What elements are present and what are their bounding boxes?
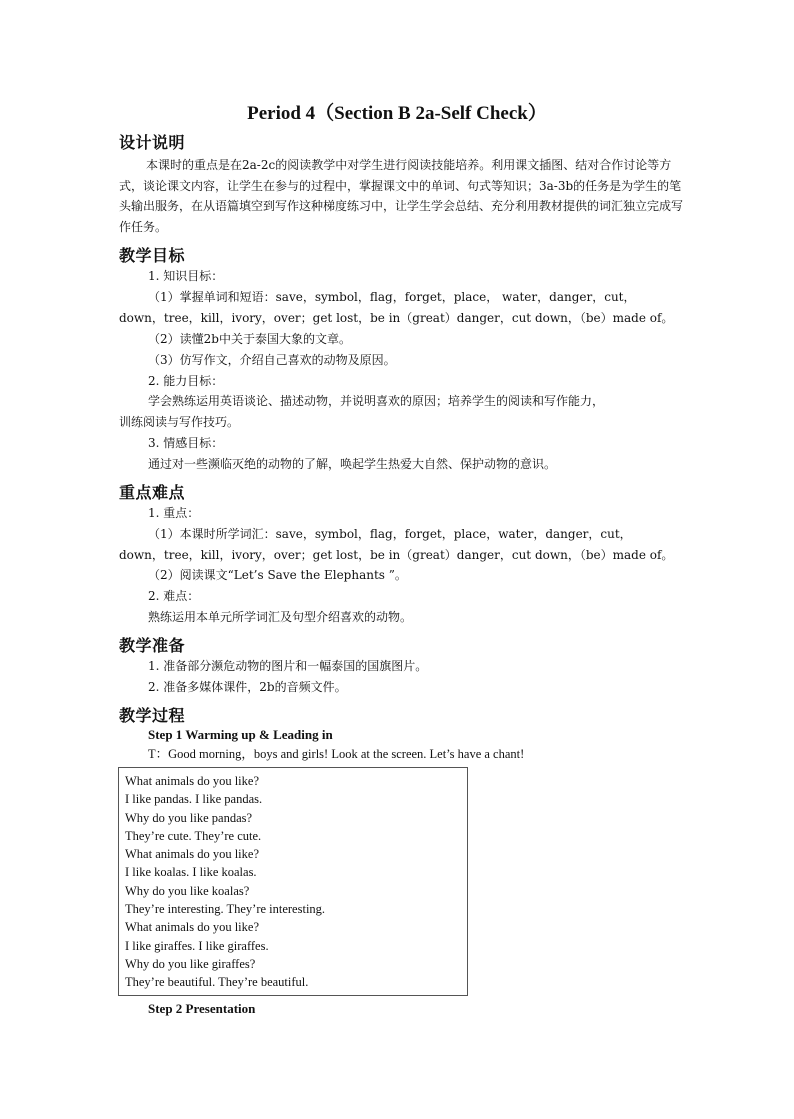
knowledge-goal-item-3: （3）仿写作文，介绍自己喜欢的动物及原因。 [148,353,396,367]
difficulty-label: 2. 难点： [148,589,200,603]
chant-line: Why do you like pandas? [125,810,253,825]
chant-line: What animals do you like? [125,774,259,788]
prep-item-2: 2. 准备多媒体课件，2b的音频文件。 [148,680,347,694]
focus-item-2: （2）阅读课文“Let’s Save the Elephants ”。 [148,568,407,582]
difficulty-item: 熟练运用本单元所学词汇及句型介绍喜欢的动物。 [148,610,413,624]
chant-line: They’re beautiful. They’re beautiful. [125,975,309,990]
chant-line: They’re interesting. They’re interesting. [125,902,326,917]
chant-line: I like giraffes. I like giraffes. [125,938,269,953]
page-title: Period 4（Section B 2a-Self Check） [247,103,547,124]
section-heading-keypoints: 重点难点 [119,483,186,502]
chant-line: What animals do you like? [125,847,259,862]
ability-goal-label: 2. 能力目标： [148,374,224,388]
design-paragraph: 本课时的重点是在2a-2c的阅读教学中对学生进行阅读技能培养。利用课文插图、结对合作讨论等方式，谈论课文内容，让学生在参与的过程中，掌握课文中的单词、句式等知识；3a-3b的任务是为学生的笔头输出服务，在从语篇填空到写作这种梯度练习中，让学生学会总结、充分利用教材提供的词汇独立完成写作任务。 [119,158,684,234]
ability-goal-text-b: 训练阅读与写作技巧。 [119,415,240,429]
section-heading-process: 教学过程 [119,706,186,725]
knowledge-goal-item-1a: （1）掌握单词和短语：save，symbol，flag，forget，place， water，danger，cut， [148,290,636,304]
chant-line: Why do you like koalas? [125,883,250,898]
chant-line: I like koalas. I like koalas. [125,865,257,880]
knowledge-goal-item-1b: down，tree，kill，ivory，over；get lost，be in（great）danger，cut down，（be）made of。 [119,311,674,325]
knowledge-goal-item-2: （2）读懂2b中关于泰国大象的文章。 [148,332,351,346]
section-heading-goals: 教学目标 [119,246,186,265]
focus-label: 1. 重点： [148,506,200,520]
knowledge-goal-label: 1. 知识目标： [148,269,224,283]
section-heading-design: 设计说明 [119,133,186,152]
section-heading-prep: 教学准备 [119,636,186,655]
chant-box [118,767,468,996]
teacher-line: T：Good morning，boys and girls! Look at the screen. Let’s have a chant! [148,747,525,761]
chant-line: They’re cute. They’re cute. [125,828,262,843]
emotion-goal-text: 通过对一些濒临灭绝的动物的了解，唤起学生热爱大自然、保护动物的意识。 [148,457,557,471]
step-2-heading: Step 2 Presentation [148,1001,256,1016]
emotion-goal-label: 3. 情感目标： [148,436,224,450]
focus-item-1b: down，tree，kill，ivory，over；get lost，be in（great）danger，cut down，（be）made of。 [119,548,674,562]
chant-line: Why do you like giraffes? [125,956,256,971]
chant-line: I like pandas. I like pandas. [125,792,263,807]
step-1-heading: Step 1 Warming up & Leading in [148,727,333,742]
focus-item-1a: （1）本课时所学词汇：save，symbol，flag，forget，place，water，danger，cut， [148,527,632,541]
chant-line: What animals do you like? [125,920,259,935]
ability-goal-text-a: 学会熟练运用英语谈论、描述动物，并说明喜欢的原因；培养学生的阅读和写作能力， [148,394,605,408]
prep-item-1: 1. 准备部分濒危动物的图片和一幅泰国的国旗图片。 [148,659,428,673]
